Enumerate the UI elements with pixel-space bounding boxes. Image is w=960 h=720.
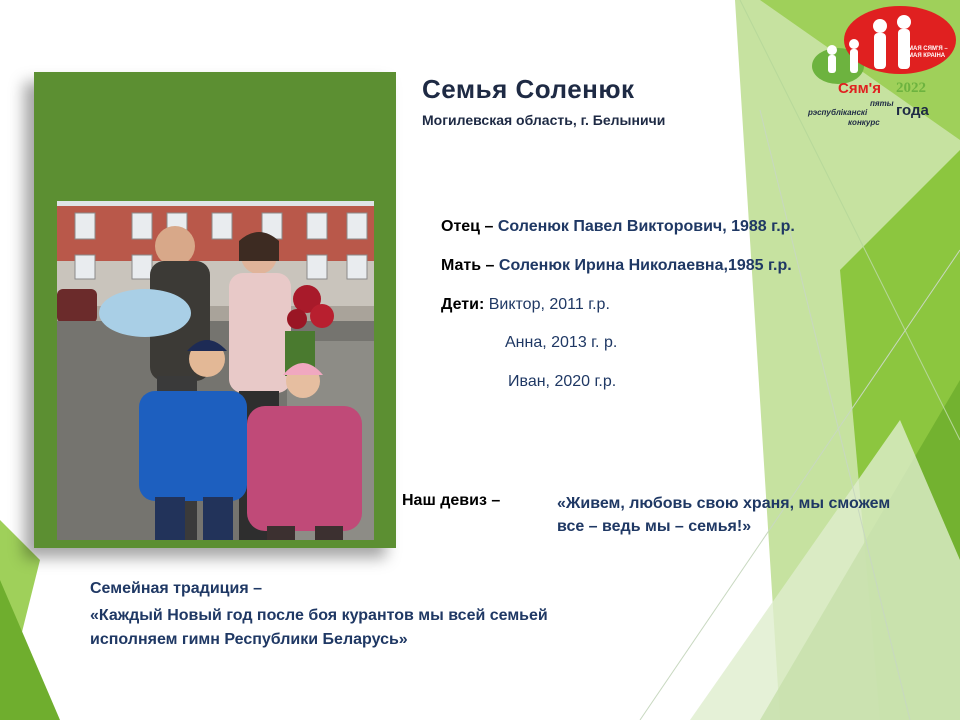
motto-label: Наш девиз – xyxy=(402,492,501,509)
logo-year: 2022 xyxy=(896,80,926,96)
father-name: Соленюк Павел Викторович, xyxy=(497,218,727,235)
logo-suffix: года xyxy=(896,102,929,119)
tradition-label: Семейная традиция – xyxy=(90,580,263,597)
family-logo-icon xyxy=(808,4,958,84)
mother-year: 1985 г.р. xyxy=(727,257,792,274)
logo-line-2: рэспубліканскі xyxy=(808,108,868,117)
child-3: Иван, 2020 г.р. xyxy=(508,373,617,390)
location-subtitle: Могилевская область, г. Белыничи xyxy=(422,112,666,128)
logo-line-3: конкурс xyxy=(848,118,880,127)
children-label: Дети: xyxy=(441,296,485,313)
father-dash: – xyxy=(480,218,498,235)
mother-dash: – xyxy=(481,257,499,274)
mother-role: Мать xyxy=(441,257,482,274)
mother-line xyxy=(441,257,792,275)
child-2: Анна, 2013 г. р. xyxy=(505,334,618,351)
child-1: Виктор, 2011 г.р. xyxy=(488,296,610,313)
logo-brand: Сям'я xyxy=(838,80,882,97)
logo-slogan: МАЯ СЯМ'Я – МАЯ КРАІНА xyxy=(908,46,948,59)
father-line xyxy=(441,218,795,236)
children-line xyxy=(441,296,610,314)
logo-line-1: пяты xyxy=(870,99,894,108)
father-role: Отец xyxy=(441,218,481,235)
tradition-text: «Каждый Новый год после боя курантов мы всей семьей исполняем гимн Республики Беларусь» xyxy=(90,607,548,648)
page-title: Семья Соленюк xyxy=(422,74,635,104)
contest-logo xyxy=(808,4,958,134)
motto-text: «Живем, любовь свою храня, мы сможем все – ведь мы – семья!» xyxy=(557,495,891,535)
mother-name: Соленюк Ирина Николаевна, xyxy=(498,257,728,274)
father-year: 1988 г.р. xyxy=(726,218,795,235)
family-photo xyxy=(57,201,374,540)
